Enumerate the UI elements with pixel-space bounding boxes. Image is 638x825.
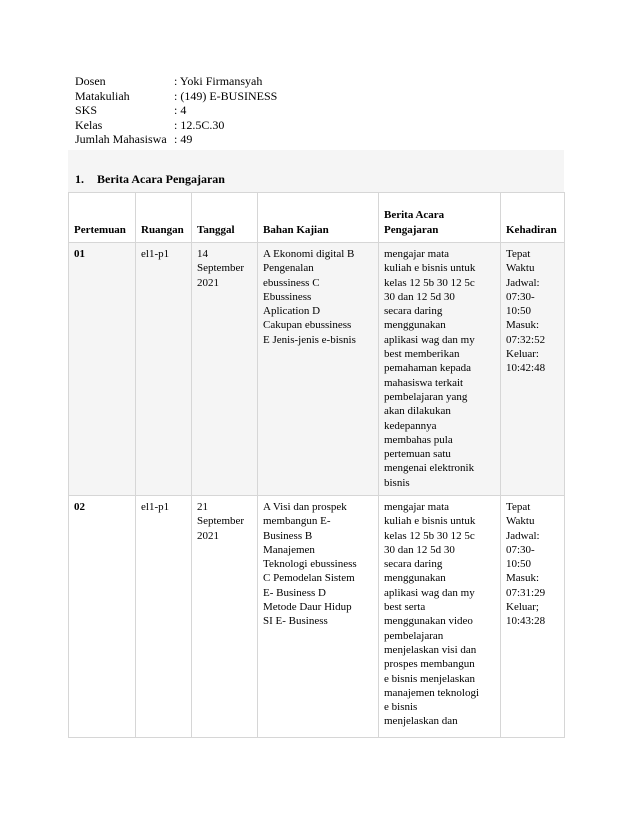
- info-value: : Yoki Firmansyah: [174, 74, 263, 88]
- table-row: [69, 496, 565, 738]
- cell-line: Waktu: [506, 262, 535, 275]
- cell-kehadiran: [501, 243, 565, 496]
- cell-line: pemahaman kepada: [384, 362, 472, 375]
- cell-line: mengajar mata: [384, 501, 450, 513]
- cell-bahan-kajian: [258, 496, 379, 738]
- info-row-dosen: [75, 74, 277, 89]
- cell-line: secara daring: [384, 558, 443, 571]
- info-value: : 4: [174, 103, 187, 118]
- cell-line: ebussiness C: [263, 276, 320, 289]
- cell-line: 14: [197, 248, 208, 260]
- info-row-jumlah-mahasiswa: [75, 132, 277, 147]
- section-title: [75, 172, 225, 187]
- cell-line: bisnis: [384, 476, 410, 489]
- cell-line: 2021: [197, 529, 219, 542]
- cell-line: A Visi dan prospek: [263, 501, 347, 513]
- cell-line: 2021: [197, 276, 219, 289]
- cell-line: pertemuan satu: [384, 448, 451, 461]
- cell-line: Keluar:: [506, 348, 539, 361]
- cell-line: 07:30-: [506, 543, 535, 556]
- cell-line: E- Business D: [263, 586, 326, 599]
- cell-line: kedepannya: [384, 419, 437, 432]
- cell-line: Teknologi ebussiness: [263, 558, 357, 571]
- info-row-kelas: [75, 118, 277, 133]
- cell-line: SI E- Business: [263, 615, 328, 628]
- cell-line: September: [197, 262, 245, 275]
- cell-line: menggunakan video: [384, 615, 473, 628]
- cell-bahan-kajian: [258, 243, 379, 496]
- cell-line: menggunakan: [384, 572, 446, 585]
- cell-line: e bisnis: [384, 701, 418, 714]
- column-header-ruangan: Ruangan: [136, 193, 192, 243]
- cell-line: 30 dan 12 5d 30: [384, 290, 455, 303]
- cell-line: mengenai elektronik: [384, 462, 475, 475]
- cell-line: C Pemodelan Sistem: [263, 572, 355, 585]
- cell-line: 10:43:28: [506, 615, 546, 628]
- info-label: Matakuliah: [75, 88, 130, 103]
- cell-line: membahas pula: [384, 433, 453, 446]
- info-row-sks: [75, 103, 277, 118]
- cell-line: September: [197, 515, 245, 528]
- cell-ruangan: el1-p1: [136, 496, 192, 738]
- cell-line: aplikasi wag dan my: [384, 333, 475, 346]
- cell-line: Jadwal:: [506, 529, 540, 542]
- cell-line: Ebussiness: [263, 290, 312, 303]
- column-header-pertemuan: Pertemuan: [69, 193, 136, 243]
- cell-line: menjelaskan visi dan: [384, 643, 477, 656]
- cell-line: best memberikan: [384, 348, 460, 361]
- cell-line: Aplication D: [263, 305, 321, 318]
- cell-line: manajemen teknologi: [384, 686, 479, 699]
- cell-line: Waktu: [506, 515, 535, 528]
- cell-line: mengajar mata: [384, 248, 450, 260]
- column-header-kehadiran: Kehadiran: [501, 193, 565, 243]
- cell-line: Masuk:: [506, 319, 539, 332]
- cell-line: membangun E-: [263, 515, 331, 528]
- cell-line: aplikasi wag dan my: [384, 586, 475, 599]
- table-row: [69, 243, 565, 496]
- cell-line: Manajemen: [263, 543, 315, 556]
- column-header-tanggal: Tanggal: [192, 193, 258, 243]
- cell-line: Keluar;: [506, 601, 539, 614]
- cell-line: 10:42:48: [506, 362, 546, 375]
- cell-line: 10:50: [506, 558, 532, 571]
- cell-line: Tepat: [506, 501, 531, 513]
- table-header-row: [69, 193, 565, 243]
- section-title-text: Berita Acara Pengajaran: [97, 172, 225, 186]
- cell-line: secara daring: [384, 305, 443, 318]
- section-number: 1.: [75, 172, 84, 186]
- cell-line: kuliah e bisnis untuk: [384, 262, 476, 275]
- cell-kehadiran: [501, 496, 565, 738]
- info-value: : 12.5C.30: [174, 117, 225, 132]
- cell-line: e bisnis menjelaskan: [384, 672, 476, 685]
- cell-line: kelas 12 5b 30 12 5c: [384, 276, 475, 289]
- cell-line: pembelajaran: [384, 629, 444, 642]
- berita-acara-table: [68, 192, 565, 738]
- cell-line: 07:31:29: [506, 586, 546, 599]
- cell-line: Masuk:: [506, 572, 539, 585]
- cell-line: 30 dan 12 5d 30: [384, 543, 455, 556]
- cell-line: menjelaskan dan: [384, 715, 458, 728]
- cell-line: Tepat: [506, 248, 531, 260]
- cell-line: Pengenalan: [263, 262, 314, 275]
- course-info: [75, 74, 277, 147]
- cell-line: 21: [197, 501, 208, 513]
- info-value: : (149) E-BUSINESS: [174, 88, 278, 103]
- cell-line: prospes membangun: [384, 658, 475, 671]
- cell-line: mahasiswa terkait: [384, 376, 464, 389]
- cell-line: pembelajaran yang: [384, 390, 468, 403]
- cell-line: Metode Daur Hidup: [263, 601, 352, 614]
- cell-line: A Ekonomi digital B: [263, 248, 355, 260]
- cell-line: kuliah e bisnis untuk: [384, 515, 476, 528]
- cell-line: Business B: [263, 529, 313, 542]
- info-label: SKS: [75, 103, 98, 118]
- cell-pertemuan: 01: [69, 243, 136, 496]
- column-header-berita-acara: Berita Acara Pengajaran: [379, 193, 501, 243]
- info-row-matakuliah: [75, 89, 277, 104]
- info-value: : 49: [174, 132, 193, 147]
- info-label: Jumlah Mahasiswa: [75, 132, 167, 147]
- info-label: Kelas: [75, 117, 103, 132]
- cell-berita-acara: [379, 496, 501, 738]
- cell-line: 07:30-: [506, 290, 535, 303]
- cell-line: 07:32:52: [506, 333, 546, 346]
- cell-berita-acara: [379, 243, 501, 496]
- cell-line: 10:50: [506, 305, 532, 318]
- cell-line: best serta: [384, 601, 426, 614]
- cell-pertemuan: 02: [69, 496, 136, 738]
- cell-line: kelas 12 5b 30 12 5c: [384, 529, 475, 542]
- cell-line: menggunakan: [384, 319, 446, 332]
- cell-line: E Jenis-jenis e-bisnis: [263, 333, 356, 346]
- cell-tanggal: [192, 243, 258, 496]
- cell-line: Cakupan ebussiness: [263, 319, 352, 332]
- cell-tanggal: [192, 496, 258, 738]
- info-label: Dosen: [75, 74, 106, 88]
- cell-line: Jadwal:: [506, 276, 540, 289]
- column-header-bahan-kajian: Bahan Kajian: [258, 193, 379, 243]
- cell-line: akan dilakukan: [384, 405, 451, 418]
- cell-ruangan: el1-p1: [136, 243, 192, 496]
